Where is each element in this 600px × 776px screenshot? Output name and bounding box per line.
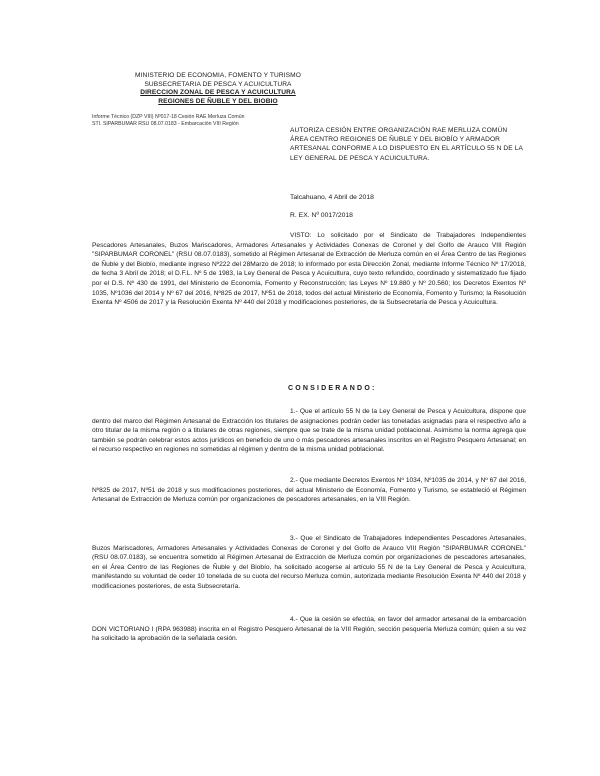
considerando-paragraph-2: 2.- Que mediante Decretos Exentos Nº 1034, Nº1035 de 2014, y Nº 67 del 2016, Nº825 de 2017, Nº51 de 2018 y sus modificaciones posteriores, del actual Ministerio de Economía, Fomento y Turismo, se estableció el Régimen Artesanal de Extracción de Merluza común por organizaciones de pescadores artesanales, en la VIII Región. bbox=[92, 477, 526, 504]
reference-line-1: Informe Técnico (DZP VIII) Nº017-18 Cesión RAE Merluza Común bbox=[92, 114, 245, 120]
regiones-line: REGIONES DE ÑUBLE Y DEL BIOBIO bbox=[158, 97, 278, 105]
visto-paragraph: VISTO: Lo solicitado por el Sindicato de Trabajadores Independientes Pescadores Artesanales, Buzos Mariscadores, Armadores Artesanales y Actividades Conexas de Coronel y del Golfo de Arauco VIII Región "SIPARBUMAR CORONEL" (RSU 08.07.0183), sometido al Régimen Artesanal de Extracción de Merluza común en el Área Centro de las Regiones de Ñuble y del Biobío, mediante ingreso Nº222 del 28Marzo de 2018; lo informado por esta Dirección Zonal, mediante Informe Técnico Nº 17/2018, de fecha 3 Abril de 2018; el D.F.L. Nº 5 de 1983, la Ley General de Pesca y Acuicultura, cuyo texto refundido, coordinado y sistematizado fue fijado por el D.S. Nº 430 de 1991, del Ministerio de Economía, Fomento y Reconstrucción; las Leyes Nº 19.880 y Nº 20.560; los Decretos Exentos Nº 1035, Nº1036 del 2014 y Nº 67 del 2016, Nº825 de 2017, Nº51 de 2018, todos del actual Ministerio de Economía, Fomento y Turismo; la Resolución Exenta Nº 4506 de 2017 y la Resolución Exenta Nº 440 del 2018 y modificaciones posteriores, de la Subsecretaría de Pesca y Acuicultura. bbox=[92, 232, 526, 307]
resolution-date: Talcahuano, 4 Abril de 2018 bbox=[290, 194, 374, 201]
subsecretaria-line: SUBSECRETARIA DE PESCA Y ACUICULTURA bbox=[144, 80, 292, 88]
considerando-paragraph-3: 3.- Que el Sindicato de Trabajadores Independientes Pescadores Artesanales, Buzos Mariscadores, Armadores Artesanales y Actividades Conexas de Coronel y del Golfo de Arauco VIII Región "SIPARBUMAR CORONEL" (RSU 08.07.0183), se encuentra sometido al Régimen Artesanal de Extracción de Merluza común por organizaciones de pescadores artesanales, en el Área Centro de las Regiones de Ñuble y del Biobío, ha solicitado acogerse al artículo 55 N de la Ley General de Pesca y Acuicultura, manifestando su voluntad de ceder 10 tonelada de su cuota del recurso Merluza común, autorizada mediante Resolución Exenta Nº 440 del 2018 y modificaciones posteriores, de esta Subsecretaría. bbox=[92, 535, 526, 590]
direccion-zonal-line: DIRECCION ZONAL DE PESCA Y ACUICULTURA bbox=[140, 89, 296, 97]
considerando-paragraph-4: 4.- Que la cesión se efectúa, en favor del armador artesanal de la embarcación DON VICTORIANO I (RPA 963988) inscrita en el Registro Pesquero Artesanal de la VIII Región, sección pesquería Merluza común; quien a su vez ha solicitado la aprobación de la señalada cesión. bbox=[92, 616, 526, 643]
resolution-subject: AUTORIZA CESIÓN ENTRE ORGANIZACIÓN RAE MERLUZA COMÚN ÁREA CENTRO REGIONES DE ÑUBLE Y DEL BIOBÍO Y ARMADOR ARTESANAL CONFORME A LO DISPUESTO EN EL ARTÍCULO 55 N DE LA LEY GENERAL DE PESCA Y ACUICULTURA. bbox=[290, 127, 523, 162]
considerando-paragraph-1: 1.- Que el artículo 55 N de la Ley General de Pesca y Acuicultura, dispone que dentro del marco del Régimen Artesanal de Extracción los titulares de asignaciones podrán ceder las toneladas asignadas para el respectivo año a otro titular de la misma región o a titulares de otras regiones, siempre que se trate de la misma unidad poblacional. Asimismo la norma agrega que también se podrán celebrar estos actos jurídicos en beneficio de uno o más pescadores artesanales inscritos en el Registro Pesquero Artesanal; en el recurso respectivo en regiones no sometidas al régimen y dentro de la misma unidad poblacional. bbox=[92, 408, 526, 454]
reference-block bbox=[92, 114, 245, 129]
letterhead bbox=[118, 72, 318, 106]
resolution-number: R. EX. Nº 0017/2018 bbox=[290, 212, 353, 219]
ministry-line: MINISTERIO DE ECONOMIA, FOMENTO Y TURISMO bbox=[135, 72, 301, 79]
considerando-heading: CONSIDERANDO: bbox=[288, 385, 377, 392]
reference-line-2: STI. SIPARBUMAR RSU 08.07.0183 - Embarcación VIII Región bbox=[92, 121, 239, 128]
